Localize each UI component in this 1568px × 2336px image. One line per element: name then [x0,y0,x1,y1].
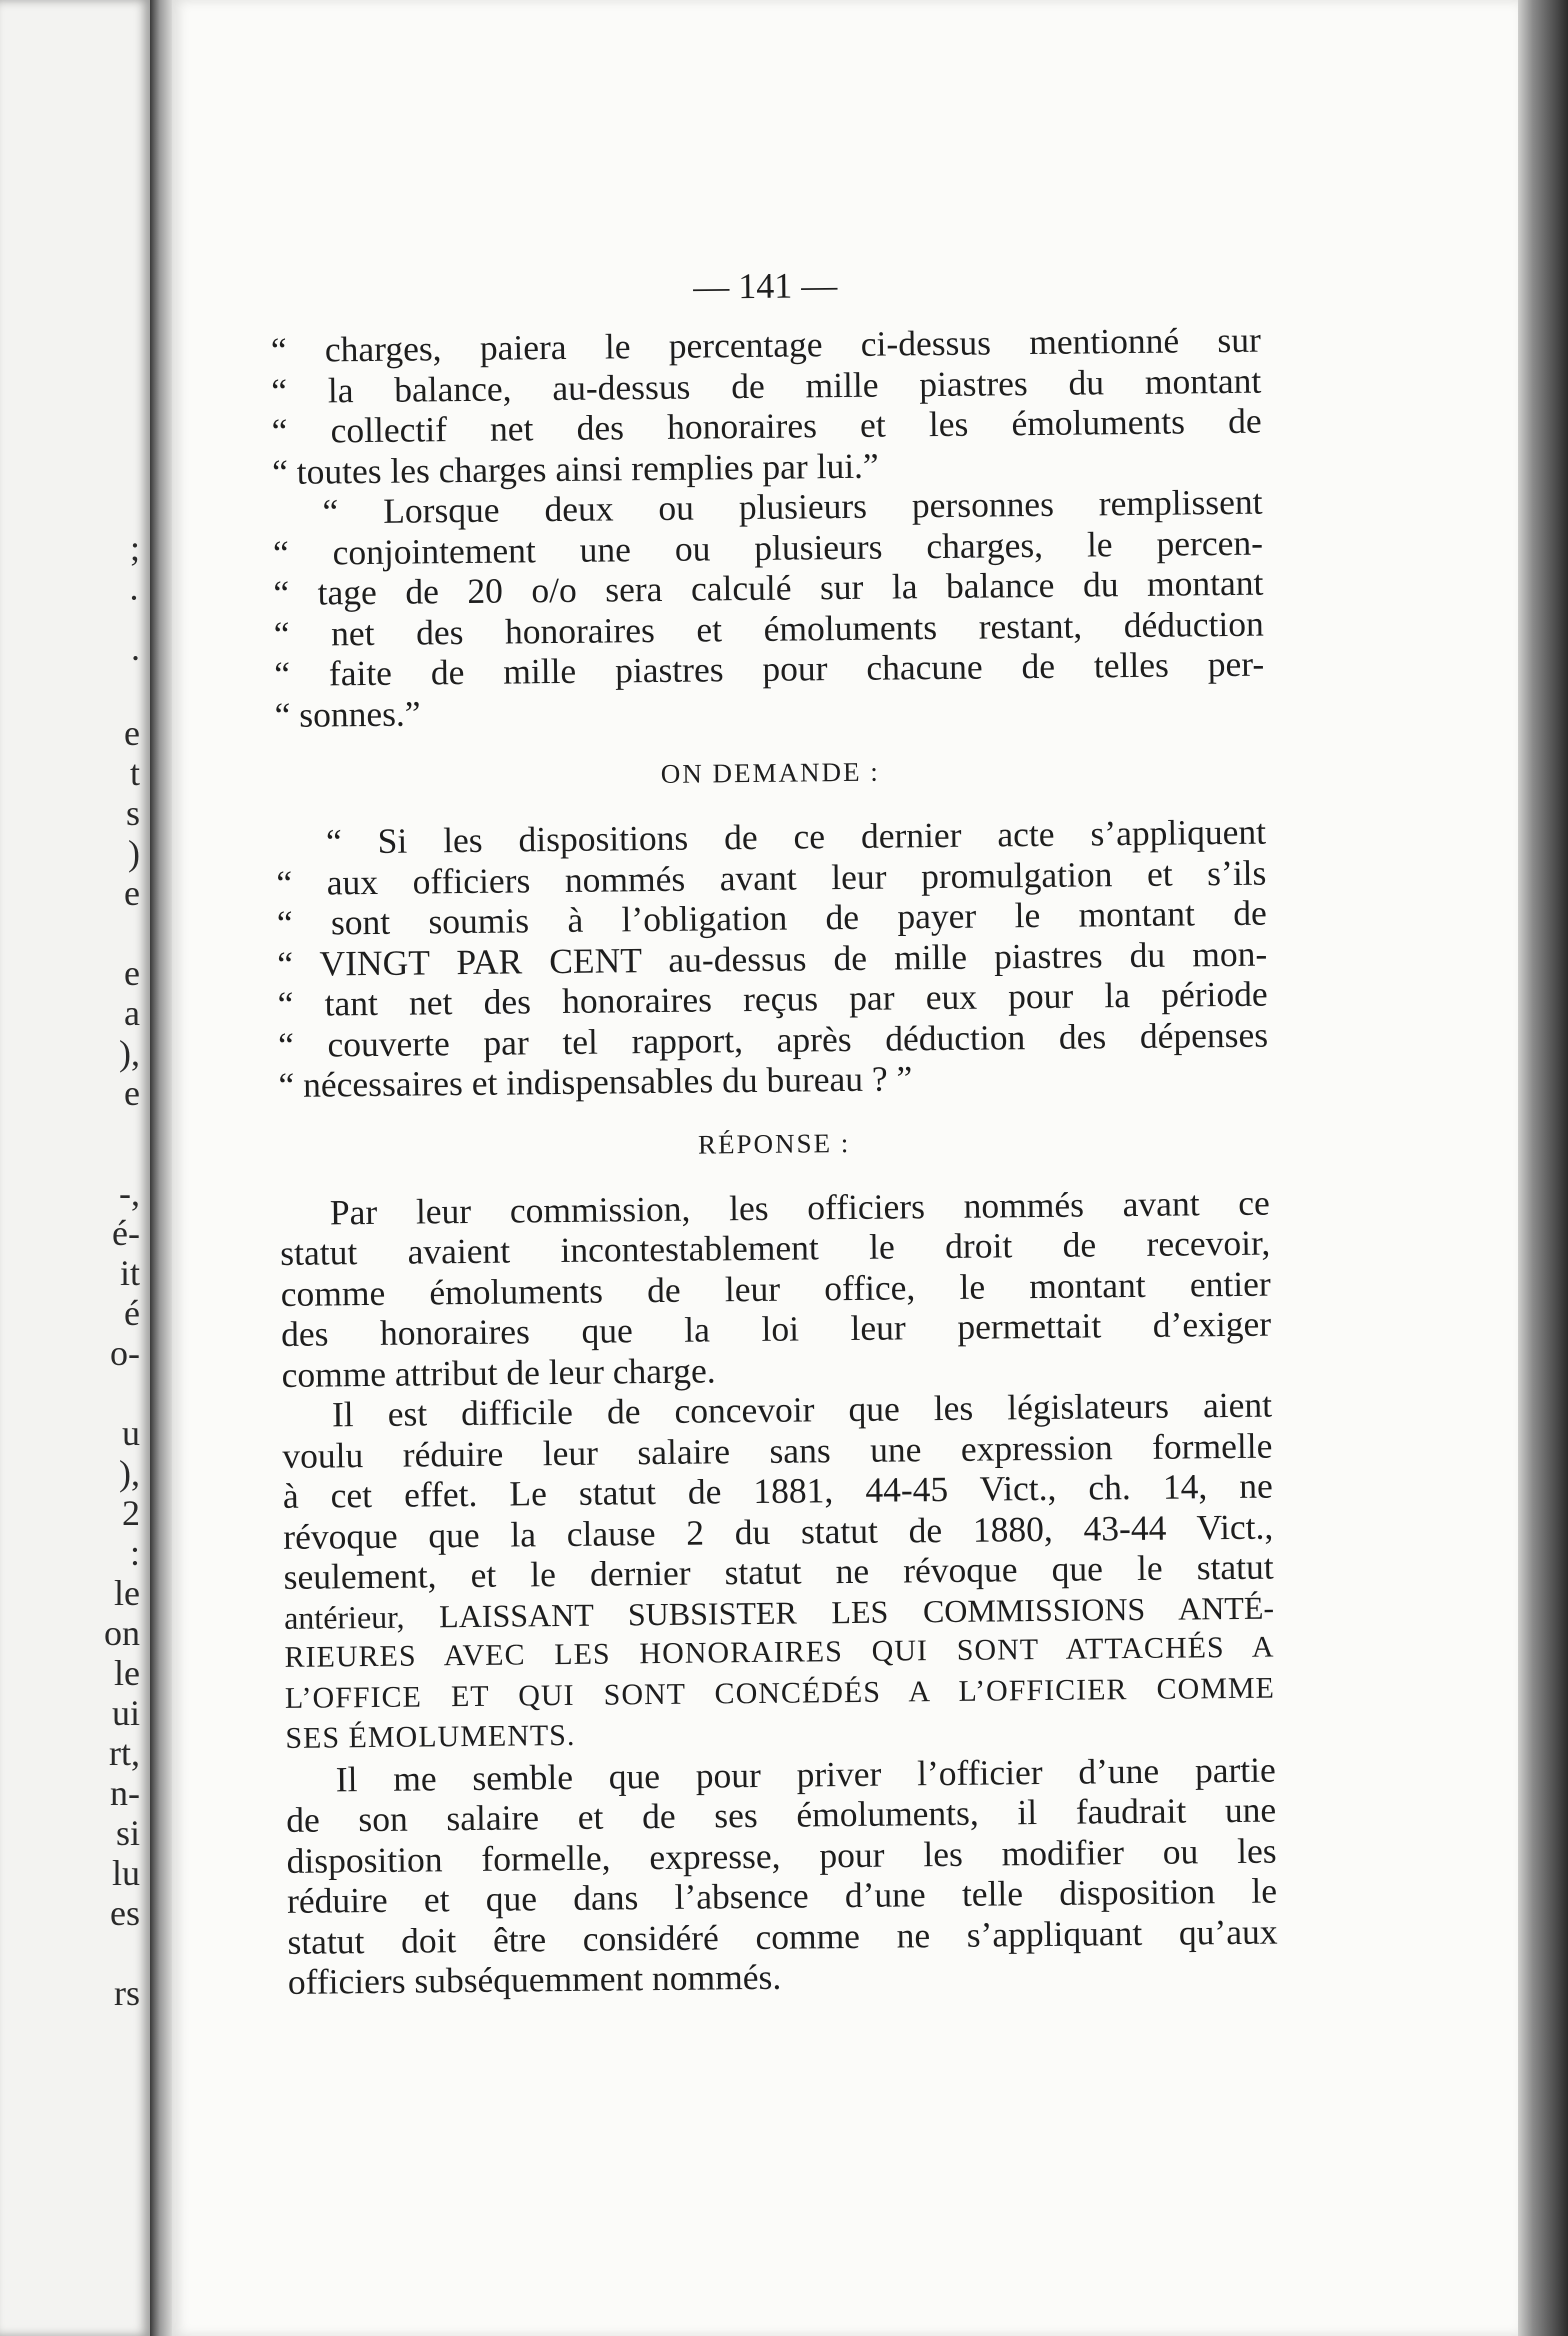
left-page-text-fragment: t [129,753,140,793]
text-line: “ conjointement une ou plusieurs charges, le percen- [272,522,1264,573]
left-page-text-fragment: si [115,1813,140,1853]
left-page-text-fragment: : [129,1533,140,1573]
left-page-text-fragment: n- [110,1773,140,1813]
text-line: “ Lorsque deux ou plusieurs personnes remplissent [322,481,1263,532]
left-page-text-fragment: es [110,1893,140,1933]
text-line: Il est difficile de concevoir que les législateurs aient [331,1384,1273,1435]
text-line: “ net des honoraires et émoluments restant, déduction [273,603,1264,654]
left-page-text-fragment: e [124,713,140,753]
text-line: “ Si les dispositions de ce dernier acte s’appliquent [325,811,1267,862]
text-line: SES ÉMOLUMENTS. [285,1718,576,1755]
left-page-text-fragment: . [131,628,140,668]
page-content [270,260,1278,2003]
text-line: officiers subséquemment nommés. [287,1956,782,2002]
paragraph-6 [286,1749,1278,2002]
text-line: RIEURES AVEC LES HONORAIRES QUI SONT ATTACHÉS A [284,1630,1275,1674]
left-page-text-fragment: é [124,1293,140,1333]
text-line: antérieur, LAISSANT SUBSISTER LES COMMISSIONS ANTÉ- [283,1589,1275,1636]
left-page-text-fragment: e [124,1073,140,1113]
section-heading-question: ON DEMANDE : [660,756,880,789]
text-line: de son salaire et de ses émoluments, il faudrait une [286,1789,1277,1840]
paragraph-1 [271,320,1263,492]
text-line: statut doit être considéré comme ne s’appliquant qu’aux [287,1911,1278,1962]
left-page-text-fragment: rt, [109,1733,140,1773]
left-page-text-fragment: ; [129,528,140,568]
text-line: disposition formelle, expresse, pour les modifier ou les [286,1830,1277,1881]
text-line: “ sont soumis à l’obligation de payer le montant de [276,892,1267,943]
text-line: “ collectif net des honoraires et les émoluments de [271,400,1262,451]
text-line: Il me semble que pour priver l’officier d’une partie [335,1749,1276,1799]
paragraph-5 [282,1385,1276,1760]
text-line: “ toutes les charges ainsi remplies par lui.” [271,445,879,492]
text-line: “ tage de 20 o/o sera calculé sur la balance du montant [273,562,1264,613]
text-line: comme attribut de leur charge. [281,1349,716,1395]
left-page-text-fragment: le [114,1573,140,1613]
text-line: “ nécessaires et indispensables du bureau ? ” [278,1058,913,1105]
left-page-text-fragment: it [119,1253,140,1293]
text-line: réduire et que dans l’absence d’une telle disposition le [286,1870,1278,1921]
text-line: “ sonnes.” [274,692,421,735]
text-line: “ charges, paiera le percentage ci-dessus mentionné sur [270,319,1261,370]
left-page-text-fragment: u [122,1413,140,1453]
text-line: des honoraires que la loi leur permettait d’exiger [280,1303,1272,1354]
left-page-text-fragment: ), [119,1033,140,1073]
paragraph-3 [276,812,1269,1106]
left-page-text-fragment: o- [110,1333,140,1373]
text-line: “ VINGT PAR CENT au-dessus de mille piastres du mon- [277,933,1268,984]
left-page-text-fragment: · [128,578,140,618]
left-page-edge [0,0,150,2336]
text-line: “ couverte par tel rapport, après déduction des dépenses [277,1014,1269,1065]
left-page-text-fragment: é- [112,1213,140,1253]
left-page-text-fragment: rs [114,1973,140,2013]
text-line: comme émoluments de leur office, le montant entier [280,1263,1271,1314]
right-page-edge [1518,0,1568,2336]
text-line: “ tant net des honoraires reçus par eux pour la période [277,973,1268,1024]
left-page-text-fragment: -, [119,1173,140,1213]
left-page-text-fragment: ), [119,1453,140,1493]
left-page-text-fragment: a [124,993,140,1033]
text-line: révoque que la clause 2 du statut de 1880, 43-44 Vict., [283,1506,1274,1557]
text-line: “ aux officiers nommés avant leur promulgation et s’ils [276,852,1267,903]
text-line: Par leur commission, les officiers nommés avant ce [329,1182,1271,1232]
page-number: — 141 — [692,265,838,307]
left-page-text-fragment: e [124,953,140,993]
left-page-text-fragment: s [125,793,140,833]
left-page-text-fragment: e [124,873,140,913]
paragraph-2 [272,482,1264,735]
left-page-text-fragment: le [114,1653,140,1693]
text-line: “ faite de mille piastres pour chacune de telles per- [274,643,1265,694]
left-page-text-fragment: ) [128,833,140,873]
text-line: à cet effet. Le statut de 1881, 44-45 Vict., ch. 14, ne [282,1465,1273,1516]
left-page-text-fragment: on [104,1613,140,1653]
section-heading-answer: RÉPONSE : [697,1127,851,1160]
text-line: statut avaient incontestablement le droit de recevoir, [280,1222,1271,1273]
paragraph-4 [280,1182,1272,1395]
left-page-text-fragment: ui [111,1693,140,1733]
text-line: voulu réduire leur salaire sans une expression formelle [282,1425,1273,1476]
book-gutter [150,0,172,2336]
left-page-text-fragment: 2 [122,1493,140,1533]
left-page-text-fragment: lu [111,1853,140,1893]
text-line: seulement, et le dernier statut ne révoque que le statut [283,1546,1274,1597]
text-line: L’OFFICE ET QUI SONT CONCÉDÉS A L’OFFICIER COMME [284,1671,1276,1715]
text-line: “ la balance, au-dessus de mille piastres du montant [271,360,1262,411]
